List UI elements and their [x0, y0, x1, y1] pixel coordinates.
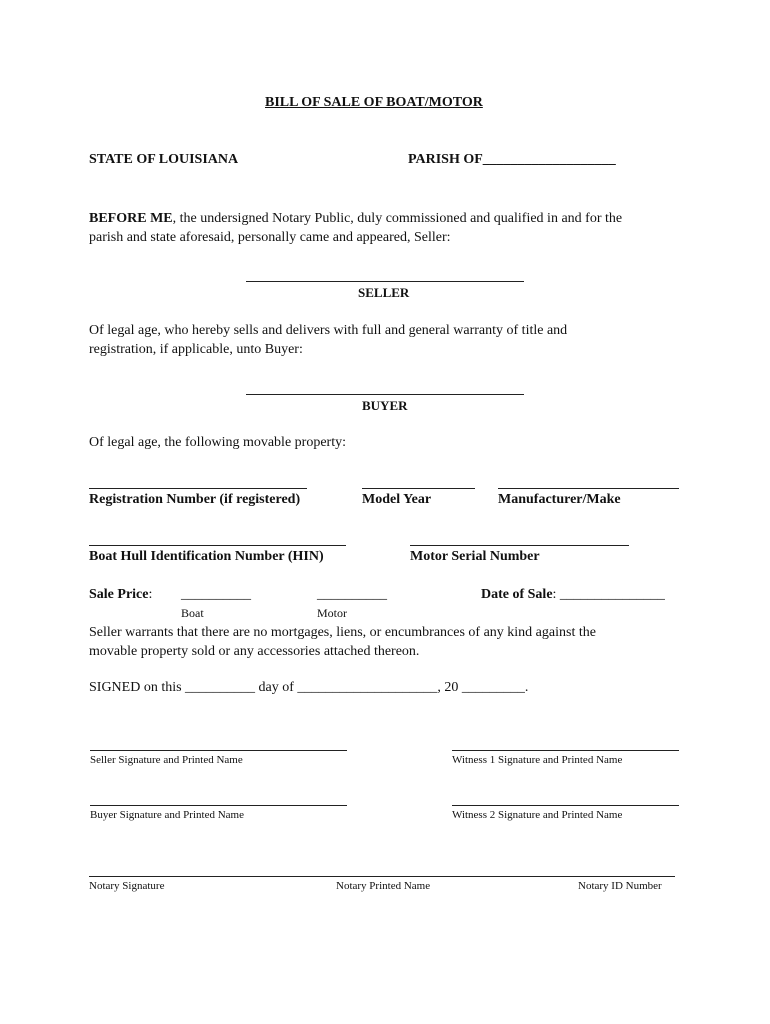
signed-line[interactable]: SIGNED on this __________ day of ____________________, 20 _________.: [89, 680, 529, 695]
sale-price-text: Sale Price: [89, 587, 149, 602]
boat-price-blank[interactable]: __________: [181, 587, 251, 602]
sale-price-label: [89, 588, 152, 602]
motor-price-blank[interactable]: __________: [317, 587, 387, 602]
registration-label: Registration Number (if registered): [89, 492, 301, 507]
intro-line2: parish and state aforesaid, personally came and appeared, Seller:: [89, 230, 451, 245]
parish-heading: PARISH OF___________________: [408, 152, 616, 167]
warranty-line1: Seller warrants that there are no mortgages, liens, or encumbrances of any kind against the: [89, 625, 596, 640]
sale-price-colon: :: [148, 587, 153, 602]
notary-id-caption: Notary ID Number: [578, 880, 662, 892]
make-line[interactable]: [498, 488, 679, 489]
seller-paragraph: [89, 321, 567, 359]
seller-signature-line[interactable]: [90, 750, 347, 751]
intro-paragraph: [89, 209, 622, 247]
seller-label: SELLER: [358, 285, 410, 300]
property-text: Of legal age, the following movable property:: [89, 435, 346, 450]
notary-signature-line[interactable]: [89, 876, 675, 877]
document-title: BILL OF SALE OF BOAT/MOTOR: [265, 95, 483, 110]
witness1-signature-line[interactable]: [452, 750, 679, 751]
witness1-signature-caption: Witness 1 Signature and Printed Name: [452, 754, 623, 766]
buyer-signature-caption: Buyer Signature and Printed Name: [90, 809, 244, 821]
buyer-signature-line[interactable]: [90, 805, 347, 806]
buyer-label: BUYER: [362, 398, 408, 413]
motor-serial-line[interactable]: [410, 545, 629, 546]
buyer-name-line[interactable]: [246, 394, 524, 395]
seller-signature-caption: Seller Signature and Printed Name: [90, 754, 243, 766]
warranty-paragraph: [89, 623, 596, 661]
seller-text-line2: registration, if applicable, unto Buyer:: [89, 342, 303, 357]
seller-text-line1: Of legal age, who hereby sells and delivers with full and general warranty of title and: [89, 323, 568, 338]
witness2-signature-caption: Witness 2 Signature and Printed Name: [452, 809, 623, 821]
seller-name-line[interactable]: [246, 281, 524, 282]
before-me-bold: BEFORE ME: [89, 211, 173, 226]
date-of-sale[interactable]: [481, 588, 665, 602]
date-of-sale-label: Date of Sale: [481, 587, 553, 602]
notary-signature-caption: Notary Signature: [89, 880, 165, 892]
hin-label: Boat Hull Identification Number (HIN): [89, 549, 324, 564]
date-of-sale-blank: : _______________: [552, 587, 665, 602]
state-heading: STATE OF LOUISIANA: [89, 152, 239, 167]
warranty-line2: movable property sold or any accessories attached thereon.: [89, 644, 420, 659]
witness2-signature-line[interactable]: [452, 805, 679, 806]
hin-line[interactable]: [89, 545, 346, 546]
make-label: Manufacturer/Make: [498, 492, 621, 507]
model-year-line[interactable]: [362, 488, 475, 489]
motor-label: Motor: [317, 606, 347, 620]
intro-line1: , the undersigned Notary Public, duly commissioned and qualified in and for the: [172, 211, 623, 226]
notary-name-caption: Notary Printed Name: [336, 880, 431, 892]
registration-line[interactable]: [89, 488, 307, 489]
model-year-label: Model Year: [362, 492, 432, 507]
motor-serial-label: Motor Serial Number: [410, 549, 540, 564]
boat-label: Boat: [181, 606, 204, 620]
